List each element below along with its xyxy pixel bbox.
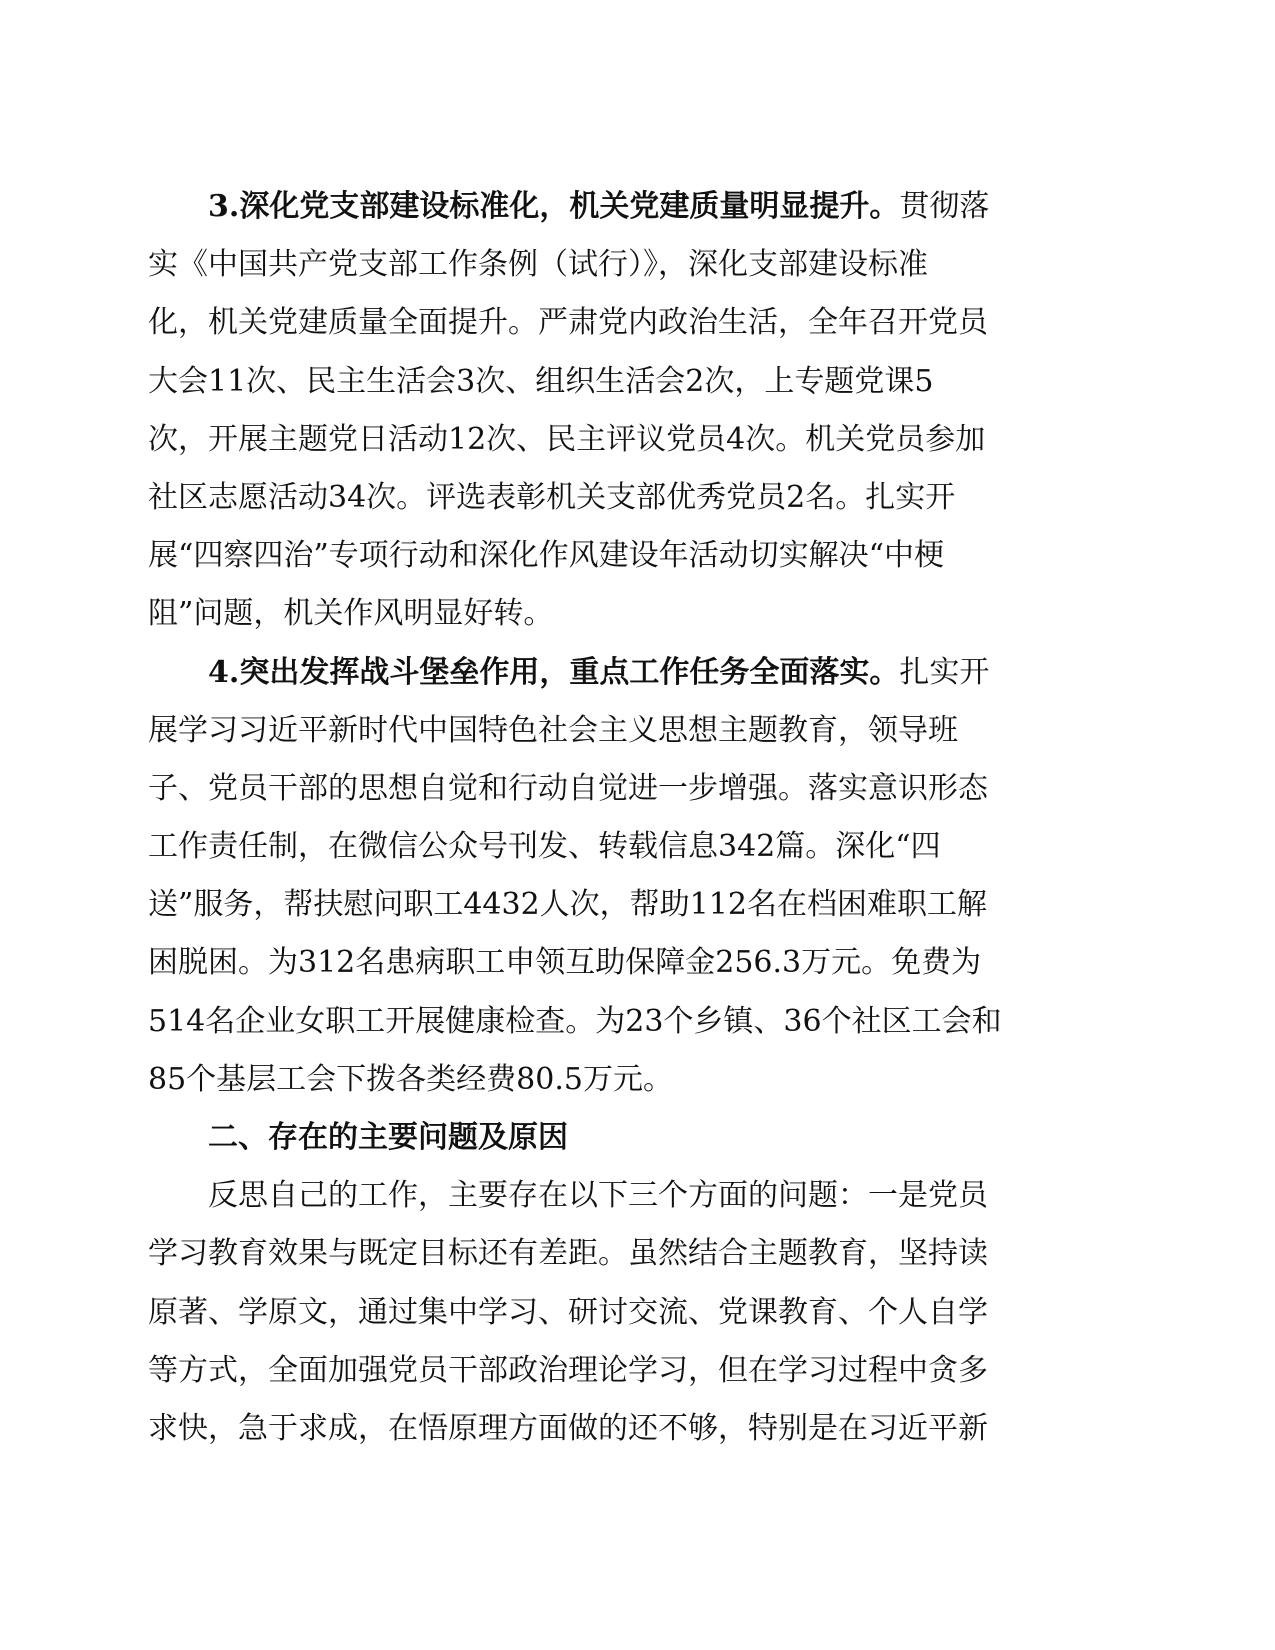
paragraph-problems [148, 1167, 1048, 1458]
paragraph-3-first-rest: 贯彻落 [899, 189, 990, 224]
paragraph-problems-line-5: 求快，急于求成，在悟原理方面做的还不够，特别是在习近平新 [148, 1410, 988, 1446]
paragraph-problems-line-4: 等方式，全面加强党员干部政治理论学习，但在学习过程中贪多 [148, 1352, 988, 1388]
paragraph-3-line-1 [148, 178, 1048, 236]
paragraph-4-line-4: 工作责任制，在微信公众号刊发、转载信息342篇。深化“四 [148, 829, 941, 865]
paragraph-problems-line-1: 反思自己的工作，主要存在以下三个方面的问题：一是党员 [208, 1178, 988, 1214]
paragraph-3-line-5: 次，开展主题党日活动12次、民主评议党员4次。机关党员参加 [148, 421, 986, 457]
paragraph-4-lead: 4.突出发挥战斗堡垒作用，重点工作任务全面落实。 [208, 654, 900, 690]
section-heading: 二、存在的主要问题及原因 [208, 1120, 568, 1155]
paragraph-problems-line-3: 原著、学原文，通过集中学习、研讨交流、党课教育、个人自学 [148, 1294, 988, 1330]
document-body [148, 178, 1048, 1458]
paragraph-3-line-7: 展“四察四治”专项行动和深化作风建设年活动切实解决“中梗 [148, 538, 945, 574]
paragraph-4-line-2: 展学习习近平新时代中国特色社会主义思想主题教育，领导班 [148, 712, 958, 748]
paragraph-3-line-3: 化，机关党建质量全面提升。严肃党内政治生活，全年召开党员 [148, 305, 988, 341]
paragraph-3 [148, 178, 1048, 644]
paragraph-3-line-2: 实《中国共产党支部工作条例（试行）》，深化支部建设标准 [148, 247, 928, 283]
paragraph-4-line-8: 85个基层工会下拨各类经费80.5万元。 [148, 1061, 673, 1097]
paragraph-3-line-6: 社区志愿活动34次。评选表彰机关支部优秀党员2名。扎实开 [148, 479, 956, 515]
paragraph-4-line-3: 子、党员干部的思想自觉和行动自觉进一步增强。落实意识形态 [148, 770, 988, 806]
paragraph-3-lead: 3.深化党支部建设标准化，机关党建质量明显提升。 [208, 189, 900, 224]
paragraph-problems-line-2: 学习教育效果与既定目标还有差距。虽然结合主题教育，坚持读 [148, 1236, 988, 1272]
paragraph-4 [148, 644, 1048, 1110]
paragraph-4-first-rest: 扎实开 [899, 654, 990, 690]
paragraph-4-line-5: 送”服务，帮扶慰问职工4432人次，帮助112名在档困难职工解 [148, 887, 987, 923]
paragraph-3-line-8: 阻”问题，机关作风明显好转。 [148, 596, 554, 632]
paragraph-4-line-7: 514名企业女职工开展健康检查。为23个乡镇、36个社区工会和 [148, 1003, 1002, 1039]
paragraph-4-line-1 [148, 644, 1048, 702]
paragraph-3-line-4: 大会11次、民主生活会3次、组织生活会2次，上专题党课5 [148, 363, 934, 399]
paragraph-4-line-6: 困脱困。为312名患病职工申领互助保障金256.3万元。免费为 [148, 945, 982, 981]
